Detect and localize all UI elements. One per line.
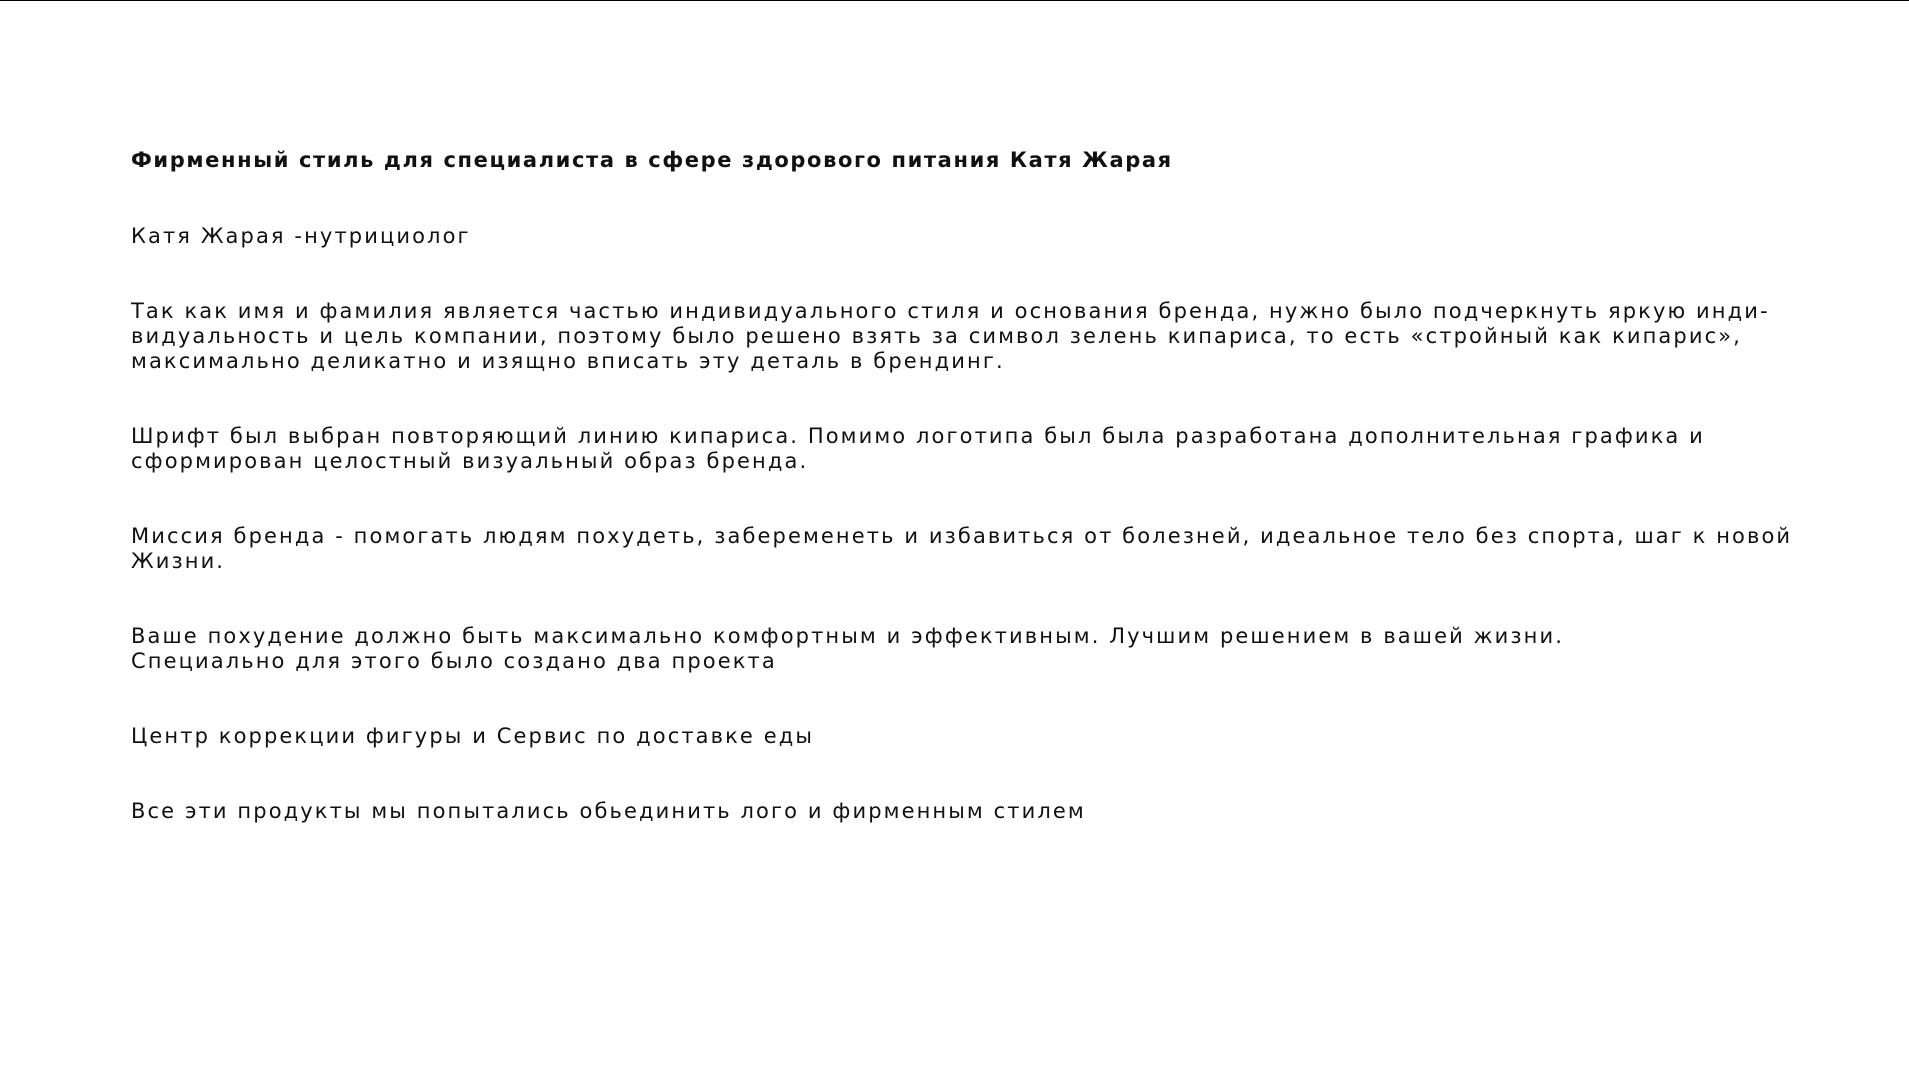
paragraph-line: Специально для этого было создано два проекта <box>131 649 777 673</box>
paragraph-line: Ваше похудение должно быть максимально комфортным и эффективным. Лучшим решением в вашей жизни. <box>131 624 1565 648</box>
paragraph-line: Жизни. <box>131 549 226 573</box>
paragraph-summary <box>131 799 1831 824</box>
paragraph-role <box>131 224 1831 249</box>
paragraph-line: Катя Жарая -нутрициолог <box>131 224 471 248</box>
paragraph-projects <box>131 724 1831 749</box>
paragraph-mission <box>131 524 1831 574</box>
top-divider <box>0 0 1909 1</box>
paragraph-comfort <box>131 624 1831 674</box>
document-body <box>131 146 1831 874</box>
paragraph-line: сформирован целостный визуальный образ бренда. <box>131 449 809 473</box>
paragraph-line: Так как имя и фамилия является частью индивидуального стиля и основания бренда, нужно было подчеркнуть яркую инди- <box>131 299 1770 323</box>
paragraph-line: видуальность и цель компании, поэтому было решено взять за символ зелень кипариса, то есть «стройный как кипарис», <box>131 324 1742 348</box>
paragraph-line: Шрифт был выбран повторяющий линию кипариса. Помимо логотипа был была разработана дополнительная графика и <box>131 424 1705 448</box>
paragraph-line: максимально деликатно и изящно вписать эту деталь в брендинг. <box>131 349 1005 373</box>
paragraph-line: Все эти продукты мы попытались обьединить лого и фирменным стилем <box>131 799 1086 823</box>
paragraph-line: Центр коррекции фигуры и Сервис по доставке еды <box>131 724 815 748</box>
document-title: Фирменный стиль для специалиста в сфере здорового питания Катя Жарая <box>131 148 1173 172</box>
paragraph-concept <box>131 299 1831 374</box>
paragraph-line: Миссия бренда - помогать людям похудеть, забеременеть и избавиться от болезней, идеальное тело без спорта, шаг к новой <box>131 524 1793 548</box>
paragraph-font <box>131 424 1831 474</box>
